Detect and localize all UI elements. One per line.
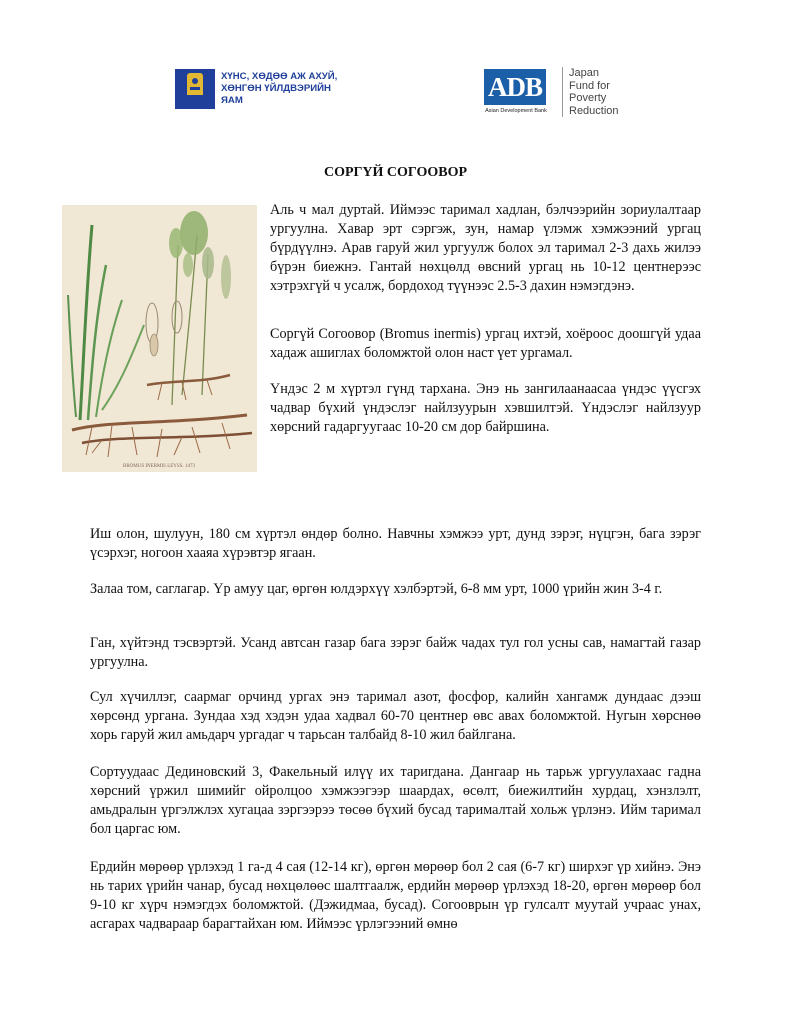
paragraph-8: Сортуудаас Дединовский 3, Факельный илүү их таригдана. Дангаар нь тарьж ургуулахаас гадна хөрсний үржил шимийг ойролцоо хэмжээгээр шаардах, өсөлт, биежилтийн хурдац, хэнзлэлт, амьдралын үргэлжлэх хугацаа зэргээрээ төсөө бүхий бусад тарималтай хольж үрлэнэ. Ийм таримал бол царгас юм. [90,764,701,837]
logo-divider [562,67,563,117]
paragraph-2: Соргүй Согоовор (Bromus inermis) ургац ихтэй, хоёроос доошгүй удаа хадаж ашиглах боломжтой олон наст үет ургамал. [270,326,701,361]
jfpr-line3: Poverty [569,92,607,104]
paragraph-1: Аль ч мал дуртай. Иймээс таримал хадлан, бэлчээрийн зориулалтаар ургуулна. Хавар эрт сэргэж, зун, намар үлэмж хэмжээний ургац бүрдүүлнэ. Арав гаруй жил ургуулж болох эл таримал 2-3 дахь жилээ бүрэн биежнэ. Гантай нөхцөлд өвсний ургац нь 10-12 центнерээс хэтрэхгүй ч усалж, бордоход түүнээс 2.5-3 дахин нэмэгдэнэ. [270,202,701,294]
illustration-caption: BROMUS INERMIS LEYSS. 1473 [123,464,195,469]
adb-jfpr-logo [474,67,634,119]
jfpr-line1: Japan [569,67,599,79]
plant-illustration [62,205,257,472]
paragraph-3: Үндэс 2 м хүртэл гүнд тархана. Энэ нь зангилаанаасаа үндэс үүсгэх чадвар бүхий үндэслэг найлзуурын хэвшилтэй. Үндэслэг найлзуур хөрсний гадаргуугаас 10-20 см дор байршина. [270,381,701,435]
ministry-logo [175,67,355,111]
paragraph-6: Ган, хүйтэнд тэсвэртэй. Усанд автсан газар бага зэрэг байж чадах тул гол усны сав, намагтай газар ургуулна. [90,635,701,670]
paragraph-4: Иш олон, шулуун, 180 см хүртэл өндөр болно. Навчны хэмжээ урт, дунд зэрэг, нүцгэн, бага зэрэг үсэрхэг, ногоон хааяа хүрэвтэр ягаан. [90,526,701,561]
ministry-emblem-icon [175,69,215,109]
jfpr-line4: Reduction [569,104,619,117]
paragraph-7: Сул хүчиллэг, саармаг орчинд ургах энэ таримал азот, фосфор, калийн хангамж дундаас дээш хөрсөнд ургана. Зундаа хэд хэдэн удаа хадвал 60-70 центнер өвс авах боломжтой. Нугын хөрснөө хорь гаруй жил амьдарч ургадаг ч тарьсан талбайд 8-10 жил байлгана. [90,689,701,743]
document-title: СОРГҮЙ СОГООВОР [323,165,468,180]
ministry-name-line2: ХӨНГӨН ҮЙЛДВЭРИЙН ЯАМ [221,83,331,106]
ministry-name-line1: ХҮНС, ХӨДӨӨ АЖ АХУЙ, [221,71,338,82]
paragraph-5: Залаа том, саглагар. Үр амуу цаг, өргөн юлдэрхүү хэлбэртэй, 6-8 мм урт, 1000 үрийн жин 3-4 г. [90,581,663,597]
adb-mark: ADB [484,69,546,105]
emblem-mini-text [177,98,213,106]
paragraph-9: Ердийн мөрөөр үрлэхэд 1 га-д 4 сая (12-14 кг), өргөн мөрөөр бол 2 сая (6-7 кг) ширхэг үр хийнэ. Энэ нь тарих үрийн чанар, бусад нөхцөлөөс шалтгаалж, ердийн мөрөөр үрлэхэд 18-20, өргөн мөрөөр бол 9-10 кг хүрч нэмэгдэх боломжтой. (Дэжидмаа, бусад). Согооврын үр гулсалт муутай учраас унах, асгарах чадвараар барагтайхан юм. Иймээс үрлэгээний өмнө [90,859,701,932]
ministry-name [221,71,355,107]
jfpr-line2: Fund for [569,79,610,92]
jfpr-logo [569,67,619,117]
adb-caption: Asian Development Bank [485,108,547,114]
soyombo-icon [187,73,203,95]
